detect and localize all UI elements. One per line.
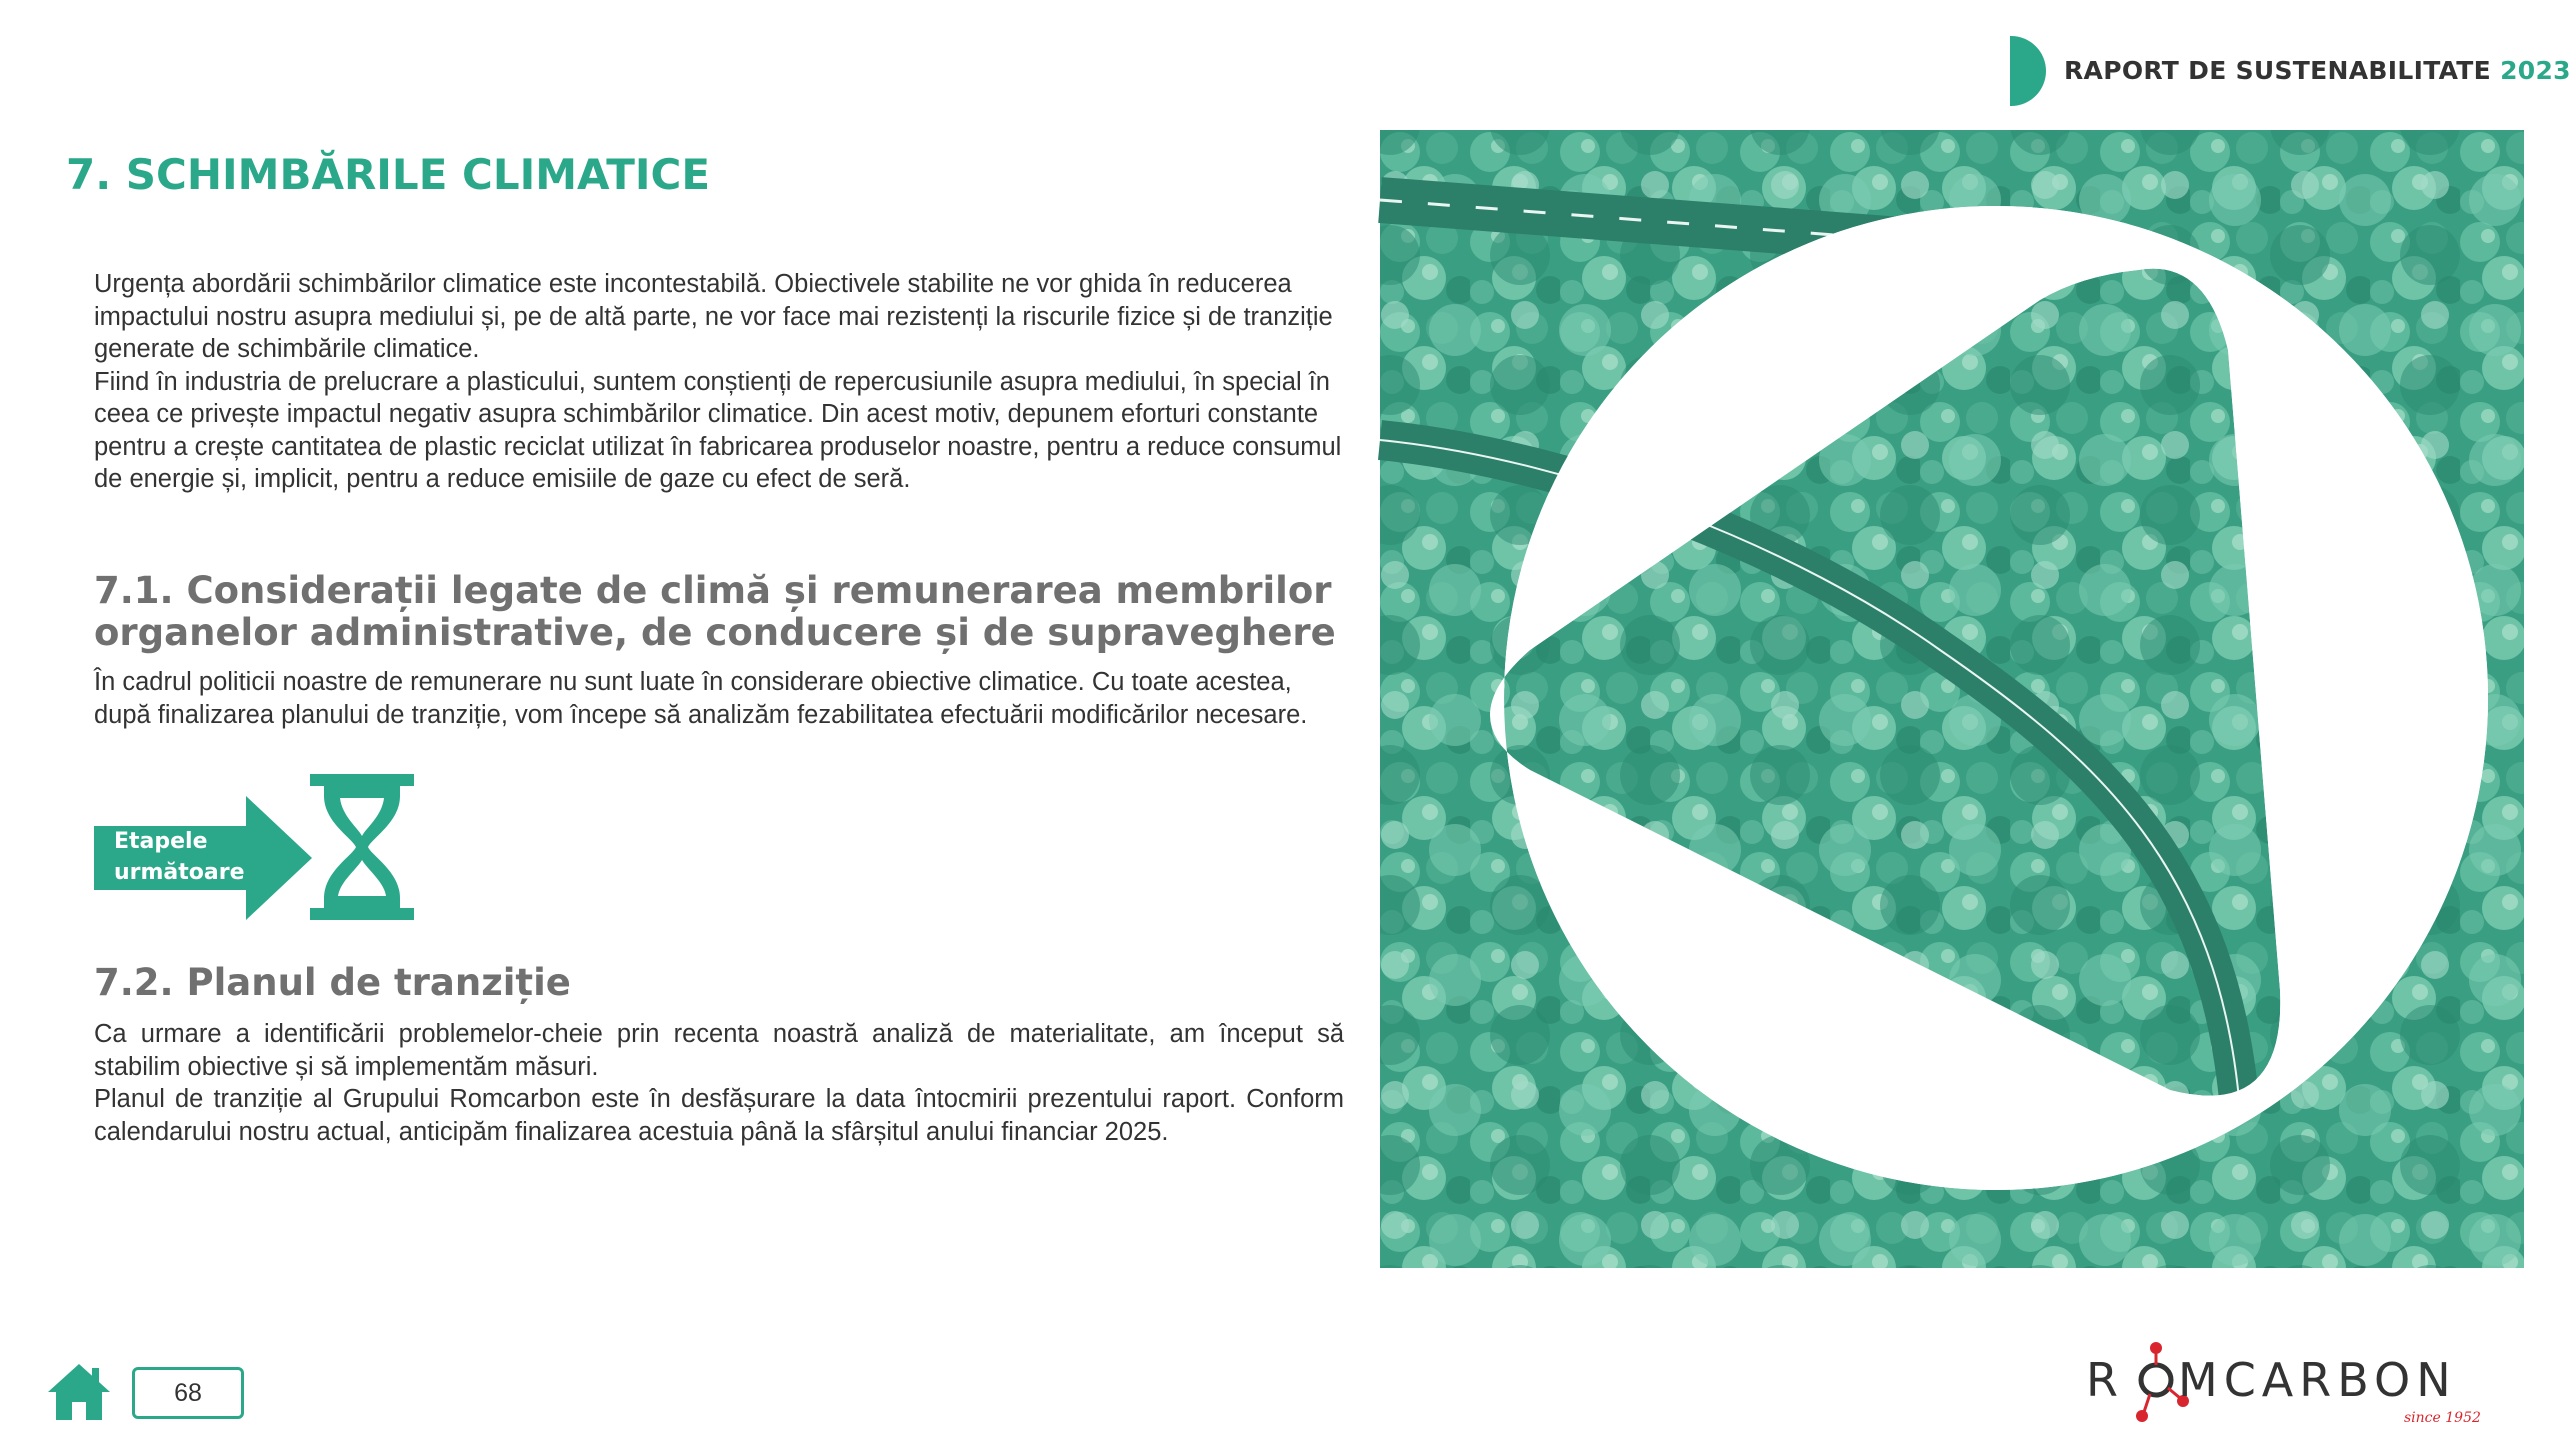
logo-wordmark: MCARBON	[2178, 1353, 2457, 1407]
home-icon[interactable]	[46, 1362, 112, 1422]
romcarbon-logo	[2086, 1340, 2486, 1430]
section-7-2-paragraph: Ca urmare a identificării problemelor-cheie prin recenta noastră analiză de materialitate, am început să stabilim obiective și să implementăm măsuri.	[94, 1020, 1344, 1081]
intro-text	[94, 268, 1344, 496]
next-steps-arrow	[94, 796, 312, 920]
section-7-1-paragraph: În cadrul politicii noastre de remunerare nu sunt luate în considerare obiective climatice. Cu toate acestea, după finalizarea planului de tranziție, vom începe să analizăm fezabilitatea efectuării modificărilor necesare.	[94, 668, 1308, 729]
next-steps-line1: Etapele	[114, 829, 208, 854]
header-tab-shape	[2010, 36, 2046, 106]
report-title: RAPORT DE SUSTENABILITATE 2023	[2064, 56, 2571, 85]
section-7-2-body	[94, 1018, 1344, 1148]
intro-paragraph: Urgența abordării schimbărilor climatice este incontestabilă. Obiectivele stabilite ne vor ghida în reducerea impactului nostru asupra mediului și, pe de altă parte, ne vor face mai rezistenți la riscurile fizice și de tranziție generate de schimbările climatice.	[94, 270, 1333, 363]
section-7-1-body	[94, 666, 1344, 731]
logo-letter-r: R	[2086, 1353, 2124, 1407]
report-header	[1960, 36, 2571, 108]
chapter-title: 7. SCHIMBĂRILE CLIMATICE	[66, 150, 711, 199]
page-number: 68	[132, 1367, 244, 1419]
section-7-2-title: 7.2. Planul de tranziție	[94, 961, 571, 1004]
forest-aerial-image	[1380, 130, 2524, 1268]
next-steps-label	[114, 826, 245, 888]
logo-since: since 1952	[2404, 1410, 2481, 1426]
section-7-2-paragraph: Planul de tranziție al Grupului Romcarbon este în desfășurare la data întocmirii prezentului raport. Conform calendarului nostru actual, anticipăm finalizarea acestuia până la sfârșitul anului financiar 2025.	[94, 1085, 1344, 1146]
report-year: 2023	[2500, 56, 2571, 85]
intro-paragraph: Fiind în industria de prelucrare a plasticului, suntem conștienți de repercusiunile asupra mediului, în special în ceea ce privește impactul negativ asupra schimbărilor climatice. Din acest motiv, depunem eforturi constante pentru a crește cantitatea de plastic reciclat utilizat în fabricarea produselor noastre, pentru a reduce consumul de energie și, implicit, pentru a reduce emisiile de gaze cu efect de seră.	[94, 367, 1342, 493]
next-steps-line2: următoare	[114, 860, 245, 885]
hourglass-icon	[310, 774, 414, 920]
section-7-1-title: 7.1. Considerații legate de climă și remunerarea membrilor organelor administrative, de conducere și de supraveghere	[94, 569, 1336, 654]
